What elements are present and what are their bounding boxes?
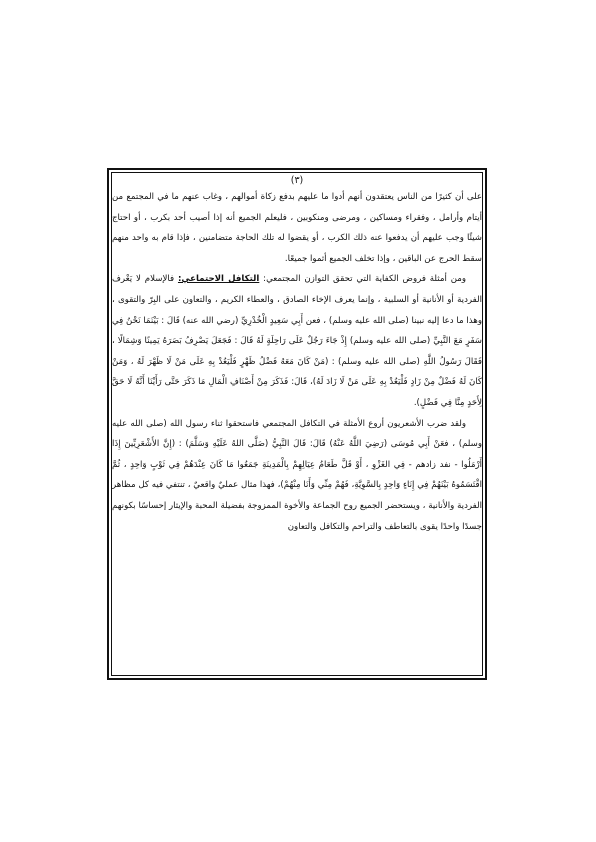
section-heading: التكافل الاجتماعي: — [177, 274, 260, 285]
paragraph-1: على أن كثيرًا من الناس يعتقدون أنهم أدوا ما عليهم بدفع زكاة أموالهم ، وغاب عنهم ما في المجتمع من أيتام وأرامل ، وفقراء ومساكين ، ومرضى ومنكوبين ، فليعلم الجميع أنه إذا أصيب أحد بكرب ، أو احتاج شيئًا وجب عليهم أن يدفعوا عنه ذلك الكرب ، أو يقضوا له تلك الحاجة متضامنين ، فإذا قام به واحد منهم سقط الحرج عن الباقين ، وإذا تخلف الجميع أثموا جميعًا. — [112, 192, 482, 264]
paragraph-3: ولقد ضرب الأشعريون أروع الأمثلة في التكافل المجتمعي فاستحقوا ثناء رسول الله (صلى الله عليه وسلم) ، فعَنْ أَبِي مُوسَى (رَضِيَ اللَّهُ عَنْهُ) قَالَ: قَالَ النَّبِيُّ (صَلَّى اللهُ عَلَيْهِ وَسَلَّمَ) : (إِنَّ الأَشْعَرِيِّينَ إِذَا أَرْمَلُوا - نفد زادهم - فِي الغَزْوِ ، أَوْ قَلَّ طَعَامُ عِيَالِهِمْ بِالْمَدِينَةِ جَمَعُوا مَا كَانَ عِنْدَهُمْ فِي ثَوْبٍ وَاحِدٍ ، ثُمَّ اقْتَسَمُوهُ بَيْنَهُمْ فِي إِنَاءٍ وَاحِدٍ بِالسَّوِيَّةِ، فَهُمْ مِنِّي وَأَنَا مِنْهُمْ)، فهذا مثال عمليٌ واقعيٌ ، تنتفي فيه كل مظاهر الفردية والأنانية ، ويستحضر الجميع روح الجماعة والأخوة الممزوجة بفضيلة المحبة والإيثار إحساسًا بكونهم جسدًا واحدًا يقوى بالتعاطف والتراحم والتكافل والتعاون — [112, 418, 482, 532]
page-number: (٣) — [290, 175, 304, 186]
paragraph-2 — [112, 269, 482, 413]
paragraph-2-intro: ومن أمثلة فروض الكفاية التي تحقق التوازن المجتمعي: — [263, 274, 466, 285]
text-body — [112, 174, 482, 674]
paragraph-2-body: فالإسلام لا يَعْرف الفردية أو الأنانية أو السلبية ، وإنما يعرف الإخاء الصادق ، والعطاء الكريم ، والتعاون على البِرّ والتقوى ، وهذا ما دعا إليه نبينا (صلى الله عليه وسلم) ، فعن أَبِي سَعِيدٍ الْخُدْرِيِّ (رضي الله عنه) قَالَ : بَيْنَمَا نَحْنُ فِي سَفَرٍ مَعَ النَّبِيِّ (صلى الله عليه وسلم) إِذْ جَاءَ رَجُلٌ عَلَى رَاحِلَةٍ لَهُ قَالَ : فَجَعَلَ يَصْرِفُ بَصَرَهُ يَمِينًا وَشِمَالًا ، فَقَالَ رَسُولُ اللَّهِ (صلى الله عليه وسلم) : (مَنْ كَانَ مَعَهُ فَضْلُ ظَهْرٍ فَلْيَعُدْ بِهِ عَلَى مَنْ لَا ظَهْرَ لَهُ ، وَمَنْ كَانَ لَهُ فَضْلٌ مِنْ زَادٍ فَلْيَعُدْ بِهِ عَلَى مَنْ لَا زَادَ لَهُ)، قَالَ: فَذَكَرَ مِنْ أَصْنَافِ الْمَالِ مَا ذَكَرَ حَتَّى رَأَيْنَا أَنَّهُ لَا حَقَّ لِأَحَدٍ مِنَّا فِي فَضْلٍ). — [112, 274, 482, 408]
